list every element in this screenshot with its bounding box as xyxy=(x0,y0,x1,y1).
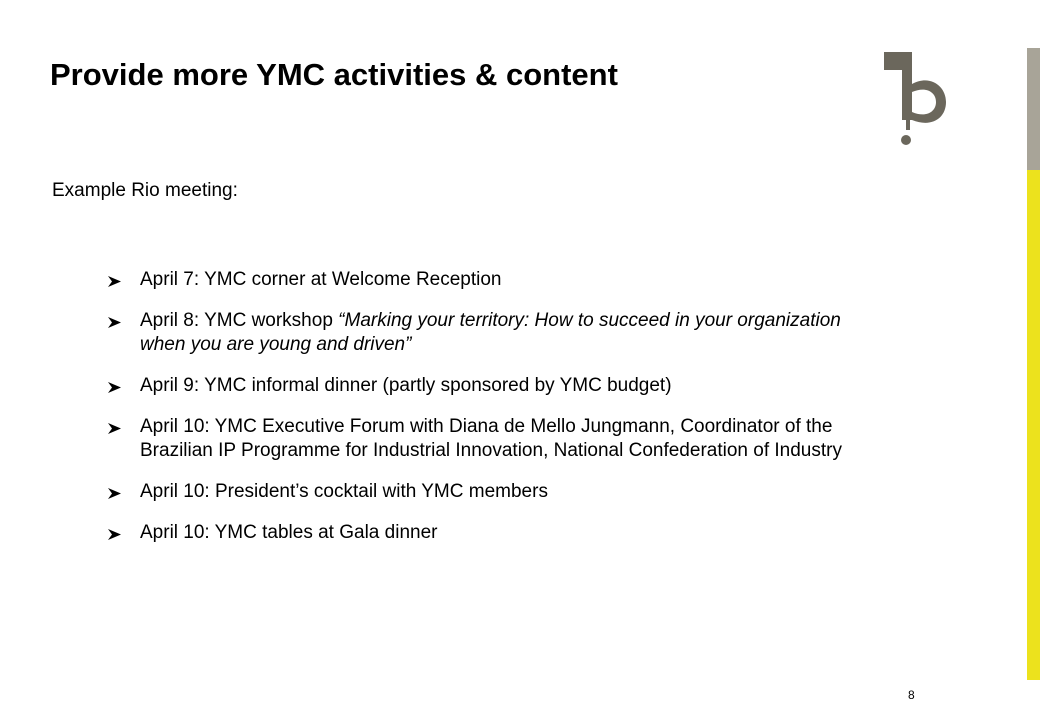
arrow-bullet-icon xyxy=(108,488,121,499)
bullet-item xyxy=(108,309,868,357)
side-accent-bar-gray xyxy=(1027,48,1040,170)
bullet-item xyxy=(108,374,868,398)
bullet-item xyxy=(108,521,868,545)
intro-text: Example Rio meeting: xyxy=(52,180,238,201)
brand-logo-icon xyxy=(878,40,958,150)
bullet-text: April 7: YMC corner at Welcome Reception xyxy=(140,269,502,290)
bullet-text: April 10: YMC Executive Forum with Diana de Mello Jungmann, Coordinator of the Brazilian IP Programme for Industrial Innovation, National Confederation of Industry xyxy=(140,416,842,461)
bullet-item xyxy=(108,415,868,463)
bullet-list xyxy=(108,268,868,562)
workshop-title-quote: “Marking your territory: How to succeed in your organization when you are young and driven” xyxy=(140,310,841,355)
arrow-bullet-icon xyxy=(108,382,121,393)
arrow-bullet-icon xyxy=(108,529,121,540)
page-number: 8 xyxy=(908,688,915,702)
side-accent-bar-yellow xyxy=(1027,170,1040,680)
arrow-bullet-icon xyxy=(108,423,121,434)
bullet-text: April 10: YMC tables at Gala dinner xyxy=(140,522,438,543)
bullet-text: April 9: YMC informal dinner (partly sponsored by YMC budget) xyxy=(140,375,672,396)
bullet-item xyxy=(108,480,868,504)
bullet-item xyxy=(108,268,868,292)
arrow-bullet-icon xyxy=(108,317,121,328)
arrow-bullet-icon xyxy=(108,276,121,287)
bullet-text: April 8: YMC workshop xyxy=(140,310,339,331)
slide-title: Provide more YMC activities & content xyxy=(50,57,618,92)
bullet-text: April 10: President’s cocktail with YMC members xyxy=(140,481,548,502)
